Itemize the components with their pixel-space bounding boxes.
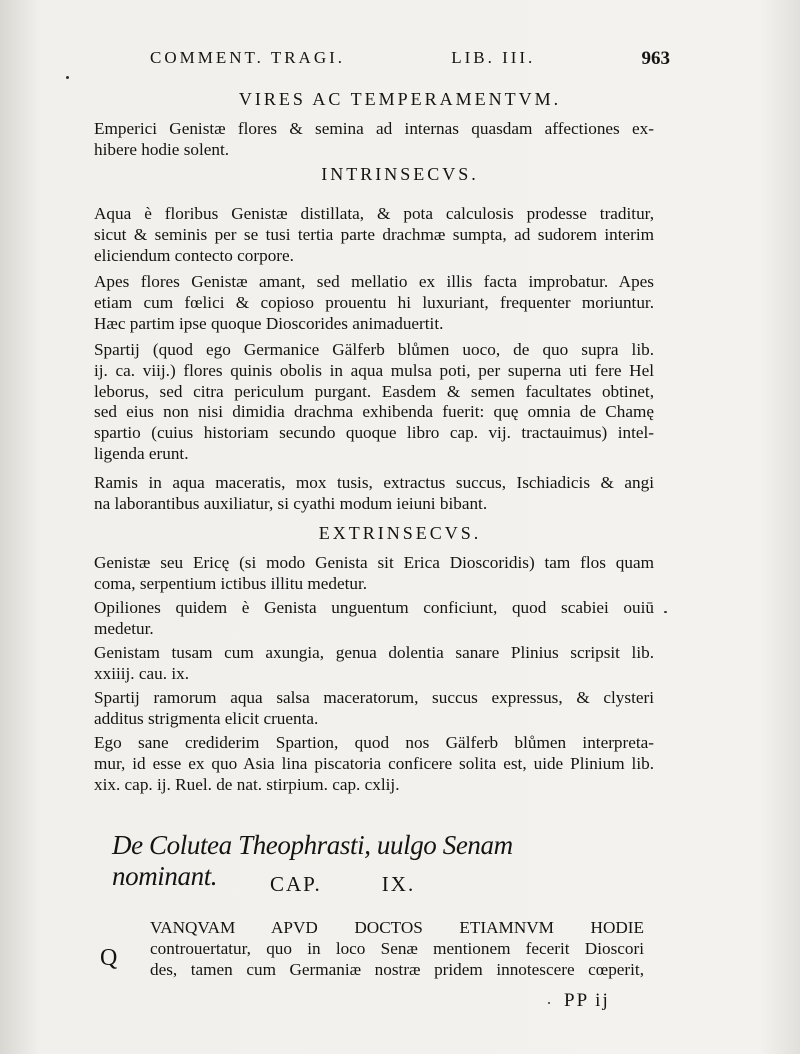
section-heading-vires: VIRES AC TEMPERAMENTVM. [238,89,562,109]
section3-paragraph-4 [94,688,654,730]
chapter-number-line [270,872,520,897]
running-head-center: LIB. III. [451,48,536,67]
text-line: Genistæ seu Ericę (si modo Genista sit Erica Dioscoridis) tam flos quam [94,553,654,572]
text-line: Emperici Genistæ flores & semina ad internas quasdam affectiones ex- [94,119,654,138]
text-line: Hæc partim ipse quoque Dioscorides animaduertit. [94,313,444,333]
text-line: ligenda erunt. [94,443,189,463]
section3-paragraph-5 [94,733,654,795]
section3-paragraph-3 [94,643,654,685]
section2-paragraph-2 [94,272,654,334]
text-line: Ramis in aqua maceratis, mox tusis, extractus succus, Ischiadicis & angi [94,473,654,492]
text-line: controuertatur, quo in loco Senæ mentionem fecerit Dioscori [150,938,644,958]
section2-paragraph-1 [94,204,654,266]
text-line: additus strigmenta elicit cruenta. [94,708,319,728]
running-head [150,48,670,70]
text-line: Aqua è floribus Genistæ distillata, & pota calculosis prodesse traditur, [94,204,654,223]
section-heading-intrinsecus: INTRINSECVS. [321,164,479,184]
section-heading-extrinsecus: EXTRINSECVS. [318,523,482,543]
text-line: VANQVAM APVD DOCTOS ETIAMNVM HODIE [150,918,644,937]
text-line: Genistam tusam cum axungia, genua dolentia sanare Plinius scripsit lib. [94,643,654,662]
text-line: etiam cum fœlici & copioso prouentu hi luxuriant, frequenter moriuntur. [94,292,654,312]
text-line: Opiliones quidem è Genista unguentum conficiunt, quod scabiei ouiū [94,598,654,617]
text-line: ij. ca. viij.) flores quinis obolis in aqua mulsa poti, per superna uti fere Hel [94,360,654,380]
text-line: sed eius non nisi dimidia drachma exhibenda fuerit: quę omnia de Chamę [94,402,654,422]
text-line: xxiiij. cau. ix. [94,663,189,683]
text-line: Spartij (quod ego Germanice Gälferb blůmen uoco, de quo supra lib. [94,340,654,359]
text-line: des, tamen cum Germaniæ nostræ pridem innotescere cœperit, [150,959,644,979]
text-line: na laborantibus auxiliatur, si cyathi modum ieiuni bibant. [94,493,488,513]
cap-label: CAP. [270,872,322,896]
text-line: spartio (cuius historiam secundo quoque libro cap. vij. tractauimus) intel- [94,423,654,443]
text-line: eliciendum contecto corpore. [94,245,294,265]
section3-paragraph-1 [94,553,654,595]
page-number: 963 [641,48,670,69]
text-line: sicut & seminis per se tusi tertia parte drachmæ sumpta, ad sudorem interim [94,224,654,244]
text-line: medetur. [94,618,154,638]
initial-letter: Q [100,945,118,971]
text-line: Spartij ramorum aqua salsa maceratorum, succus expressus, & clysteri [94,688,654,707]
text-line: hibere hodie solent. [94,139,230,159]
text-line: Apes flores Genistæ amant, sed mellatio ex illis facta improbatur. Apes [94,272,654,291]
section2-paragraph-3 [94,340,654,465]
section3-paragraph-2 [94,598,654,640]
text-line: mur, id esse ex quo Asia lina piscatoria conficere solita est, uide Plinium lib. [94,753,654,773]
ink-speck [66,76,69,79]
text-line: coma, serpentium ictibus illitu medetur. [94,573,368,593]
ink-speck [664,611,667,613]
text-line: xix. cap. ij. Ruel. de nat. stirpium. cap. cxlij. [94,774,400,794]
text-line: leborus, sed citra periculum purgant. Easdem & semen facultates obtinet, [94,381,654,401]
chapter-title: De Colutea Theophrasti, uulgo Senam nominant. [112,830,513,891]
signature-mark: PP ij [564,990,610,1011]
cap-number: IX. [381,872,416,896]
ink-speck [548,1002,550,1004]
running-head-left: COMMENT. TRAGI. [150,48,346,67]
section2-paragraph-4 [94,473,654,515]
section1-text [94,119,654,161]
text-line: Ego sane crediderim Spartion, quod nos Gälferb blůmen interpreta- [94,733,654,752]
chapter-opening-text [150,918,644,980]
